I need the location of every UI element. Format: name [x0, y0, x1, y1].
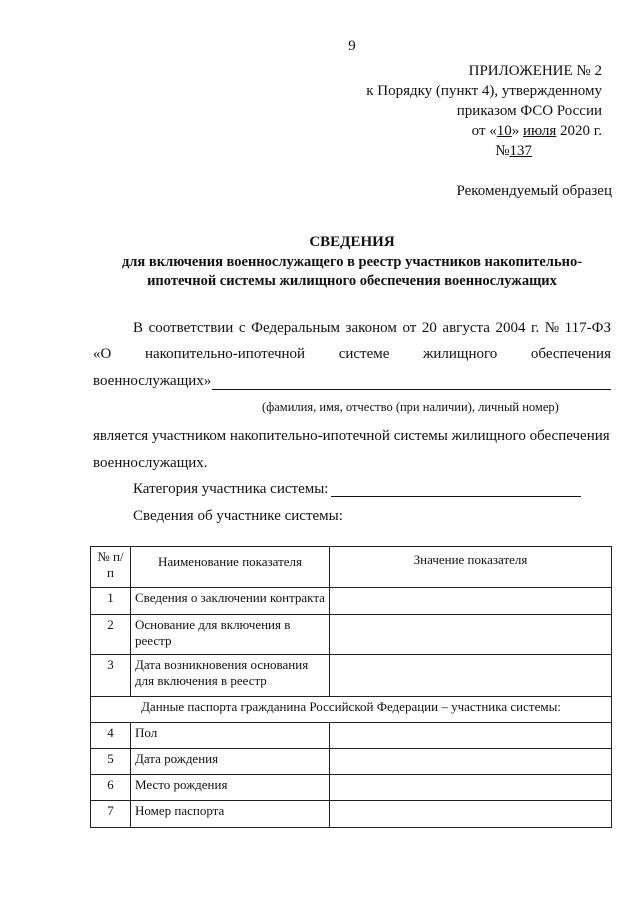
row-number: 6 — [91, 775, 131, 801]
word: с — [238, 320, 246, 336]
date-day: 10 — [496, 123, 512, 139]
row-value[interactable] — [330, 588, 612, 615]
date-year: 2020 г. — [556, 123, 602, 139]
date-month: июля — [523, 123, 557, 139]
category-label: Категория участника системы: — [133, 481, 329, 497]
paragraph-line-3: военнослужащих» — [93, 373, 212, 389]
word: «О — [93, 346, 112, 362]
word: 117-ФЗ — [564, 320, 611, 336]
table-section-row — [91, 697, 612, 723]
appendix-date — [366, 121, 602, 141]
date-mid: » — [511, 123, 524, 139]
info-label: Сведения об участнике системы: — [133, 508, 343, 524]
row-value[interactable] — [330, 801, 612, 828]
header-value: Значение показателя — [330, 547, 612, 588]
paragraph-line-5: военнослужащих. — [93, 455, 208, 471]
word: Федеральным — [251, 320, 340, 336]
word: 20 — [421, 320, 437, 336]
word: В — [133, 320, 144, 336]
row-name: Основание для включения в реестр — [131, 615, 330, 655]
appendix-order-issuer: приказом ФСО России — [456, 103, 602, 119]
passport-section-heading: Данные паспорта гражданина Российской Федерации – участника системы: — [91, 697, 612, 723]
word: обеспечения — [530, 346, 611, 362]
row-number: 4 — [91, 723, 131, 749]
row-value[interactable] — [330, 615, 612, 655]
row-value[interactable] — [330, 655, 612, 697]
row-number: 7 — [91, 801, 131, 828]
header-name: Наименование показателя — [131, 547, 330, 588]
participant-info-table — [90, 546, 612, 828]
order-number: 137 — [509, 143, 532, 159]
word: системе — [338, 346, 390, 362]
row-name: Сведения о заключении контракта — [131, 588, 330, 615]
row-name: Номер паспорта — [131, 801, 330, 828]
row-name: Дата рождения — [131, 749, 330, 775]
paragraph-line-4: является участником накопительно-ипотечной системы жилищного обеспечения — [93, 428, 610, 444]
table-row — [91, 655, 612, 697]
paragraph-line-2 — [93, 346, 611, 363]
word: г. — [531, 320, 540, 336]
appendix-header — [366, 61, 602, 161]
row-value[interactable] — [330, 723, 612, 749]
table-row — [91, 588, 612, 615]
row-value[interactable] — [330, 775, 612, 801]
appendix-number — [366, 141, 602, 161]
table-row — [91, 775, 612, 801]
word: августа — [442, 320, 490, 336]
document-subtitle: для включения военнослужащего в реестр участников накопительно-ипотечной системы жилищного обеспечения военнослужащих — [121, 254, 583, 289]
row-value[interactable] — [330, 749, 612, 775]
table-row — [91, 801, 612, 828]
word: соответствии — [148, 320, 234, 336]
table-row — [91, 615, 612, 655]
page-number: 9 — [348, 38, 356, 54]
row-number: 5 — [91, 749, 131, 775]
appendix-title: ПРИЛОЖЕНИЕ № 2 — [468, 63, 602, 79]
word: № — [544, 320, 560, 336]
document-title: СВЕДЕНИЯ — [309, 234, 395, 250]
word: 2004 — [495, 320, 526, 336]
number-prefix: № — [495, 143, 510, 159]
word: от — [402, 320, 417, 336]
appendix-order-ref: к Порядку (пункт 4), утвержденному — [366, 83, 602, 99]
header-number: № п/п — [91, 547, 131, 588]
row-name: Место рождения — [131, 775, 330, 801]
row-number: 2 — [91, 615, 131, 655]
paragraph-line-1 — [133, 320, 611, 337]
participant-name-field[interactable] — [212, 389, 611, 390]
category-field[interactable] — [331, 496, 581, 497]
table-header-row — [91, 547, 612, 588]
row-name: Дата возникновения основания для включения в реестр — [131, 655, 330, 697]
recommended-sample-label: Рекомендуемый образец — [456, 183, 612, 199]
participant-name-caption: (фамилия, имя, отчество (при наличии), личный номер) — [262, 400, 559, 414]
table-row — [91, 723, 612, 749]
word: накопительно-ипотечной — [144, 346, 306, 362]
row-number: 3 — [91, 655, 131, 697]
word: жилищного — [423, 346, 498, 362]
row-name: Пол — [131, 723, 330, 749]
date-prefix: от « — [471, 123, 497, 139]
word: законом — [345, 320, 397, 336]
row-number: 1 — [91, 588, 131, 615]
table-row — [91, 749, 612, 775]
